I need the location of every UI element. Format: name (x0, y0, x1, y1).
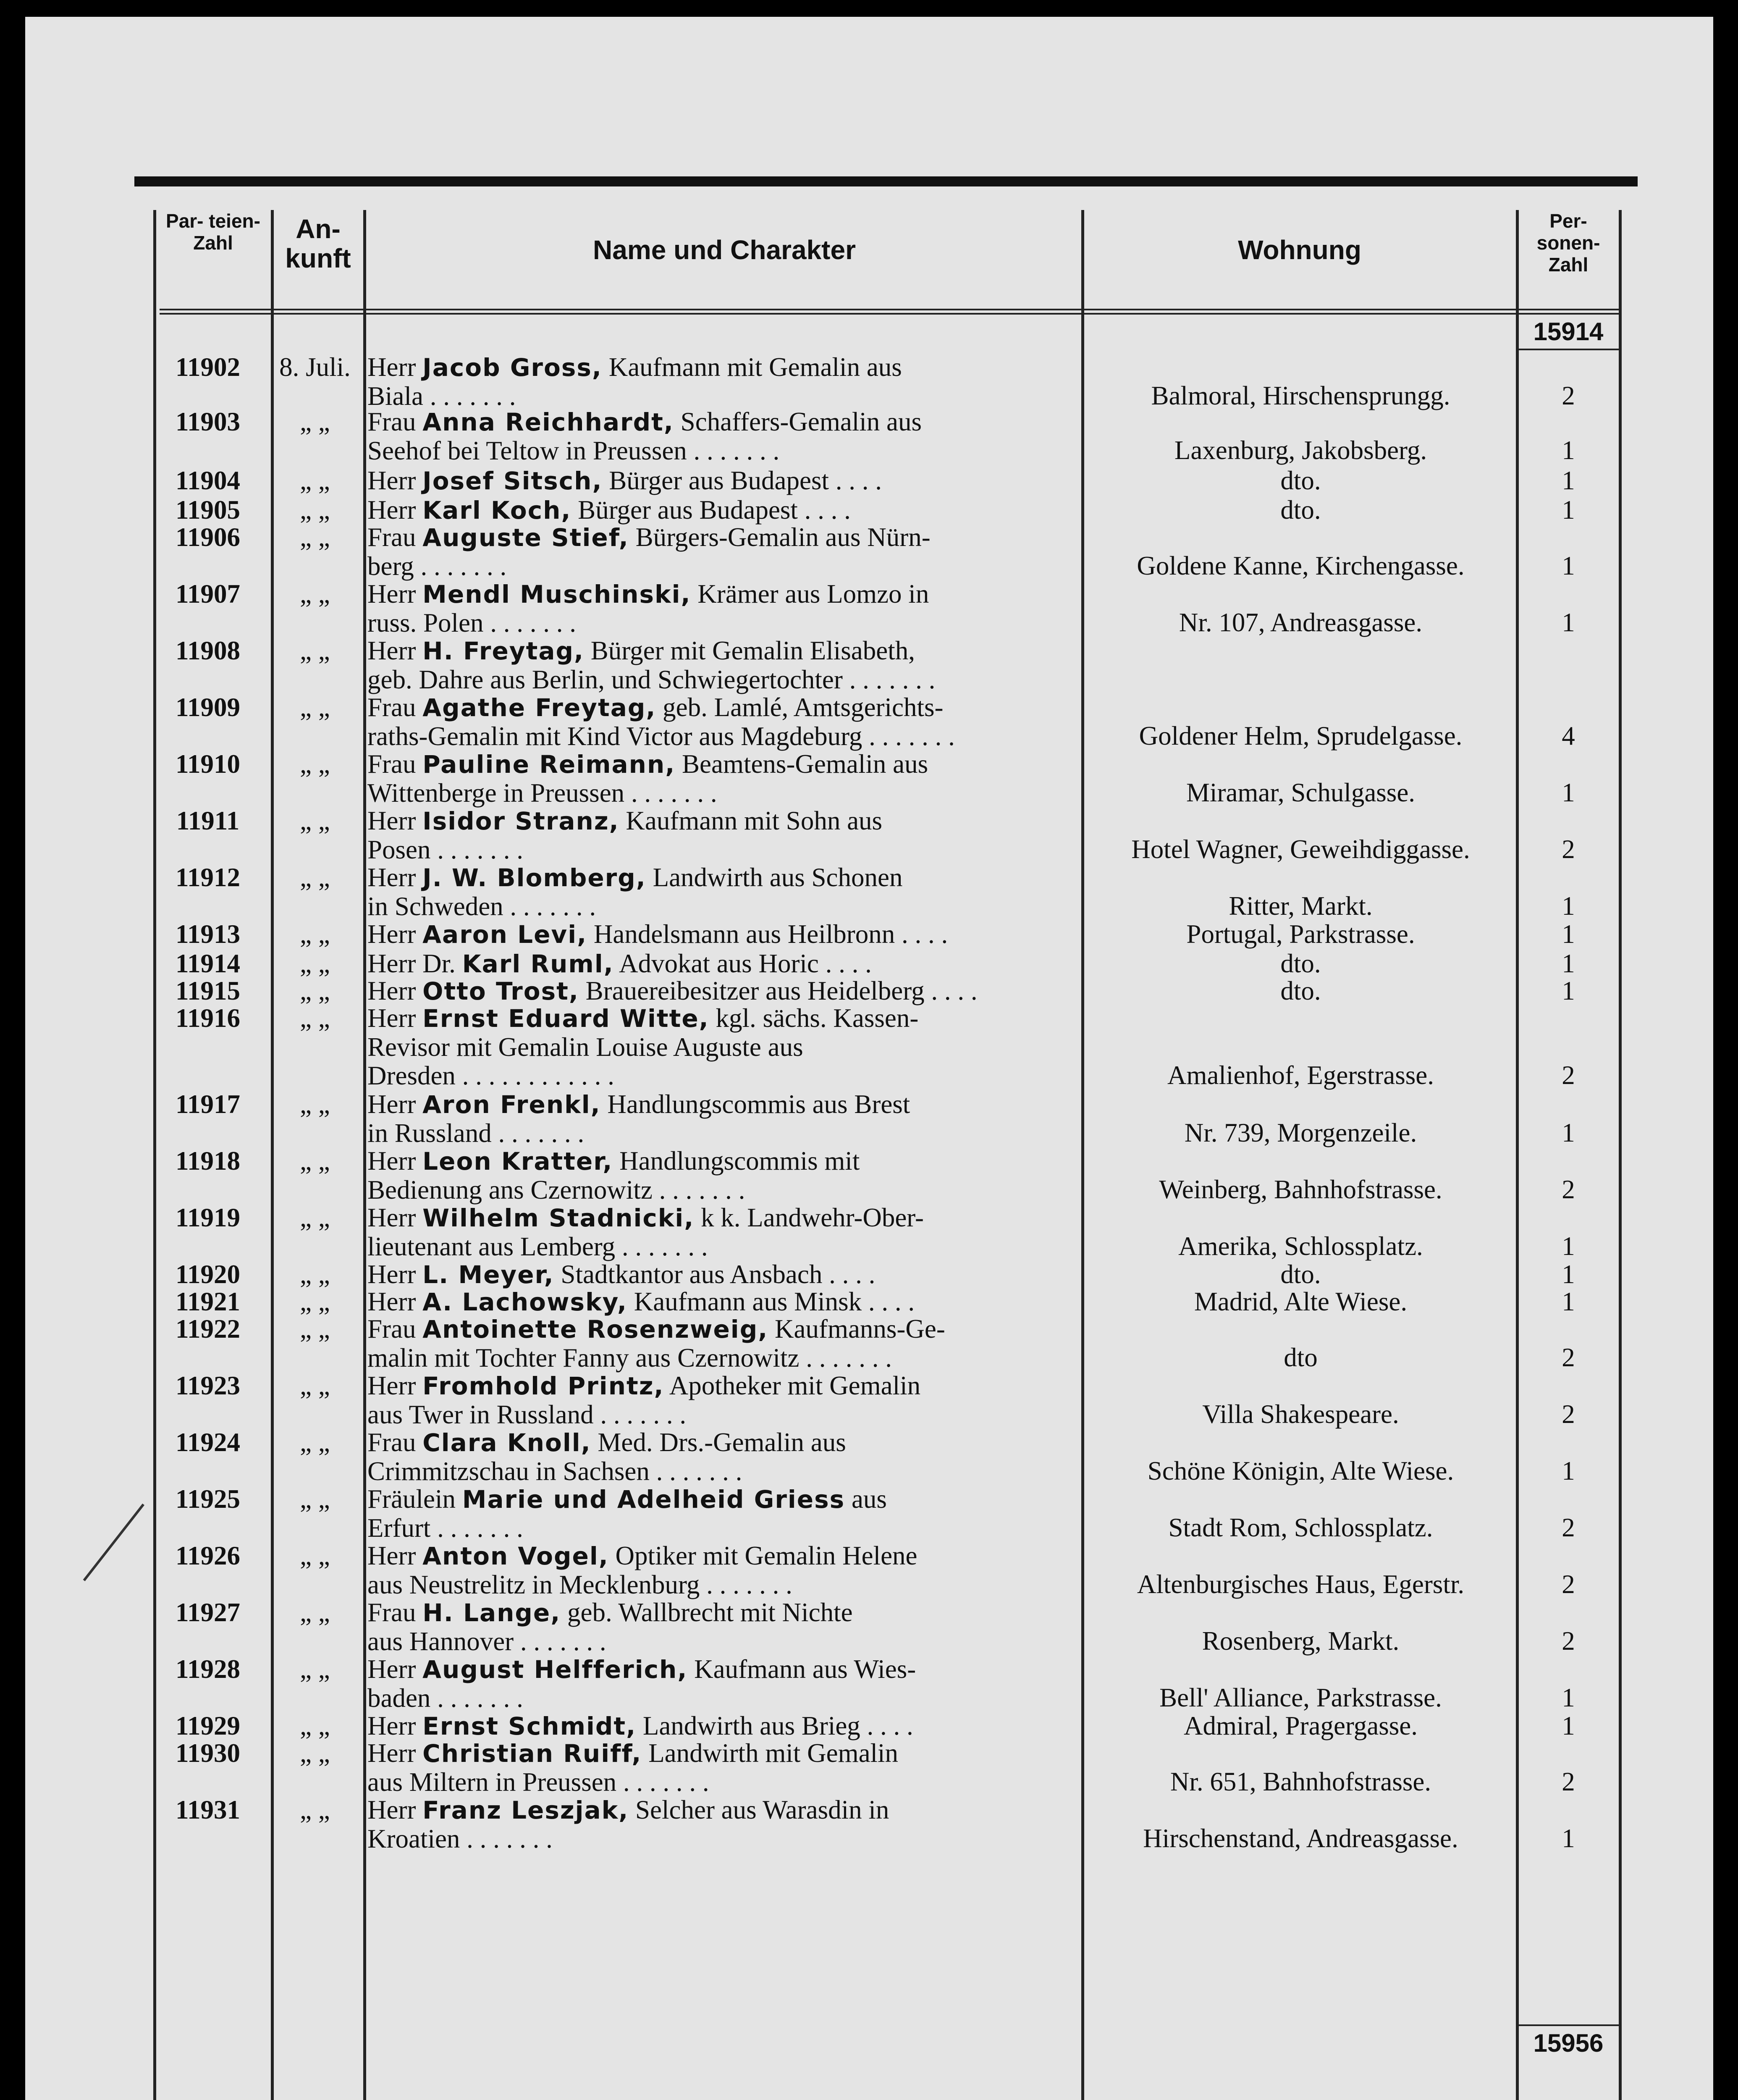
description: Kaufmann mit Sohn aus (619, 806, 883, 835)
party-number: 11925 (175, 1484, 241, 1514)
guest-name: Ernst Schmidt, (422, 1712, 637, 1740)
description: k k. Landwehr-Ober- (694, 1203, 924, 1232)
residence: Stadt Rom, Schlossplatz. (1168, 1513, 1433, 1542)
guest-name: August Helfferich, (422, 1655, 688, 1684)
description: Handlungscommis mit (613, 1146, 860, 1176)
party-number: 11914 (175, 949, 241, 978)
residence: Balmoral, Hirschensprungg. (1151, 381, 1450, 410)
residence: Goldener Helm, Sprudelgasse. (1139, 721, 1463, 751)
total-rule (1518, 349, 1619, 350)
header-arrival: An- kunft (285, 214, 351, 273)
title: Herr (367, 976, 423, 1005)
header-name: Name und Charakter (593, 235, 856, 265)
party-number: 11921 (175, 1287, 241, 1316)
residence: Bell' Alliance, Parkstrasse. (1159, 1683, 1442, 1712)
title: Herr (367, 1287, 423, 1316)
title: Herr (367, 863, 423, 892)
description: Schaffers-Gemalin aus (674, 407, 922, 436)
title: Herr (367, 1795, 423, 1824)
title: Herr (367, 1203, 423, 1232)
party-number: 11907 (175, 579, 241, 609)
party-number: 11917 (175, 1089, 241, 1119)
guest-name: Jacob Gross, (422, 353, 602, 382)
description-continued: Crimmitzschau in Sachsen . . . . . . . (367, 1457, 742, 1486)
arrival-date: „ „ (300, 749, 330, 779)
description: Landwirth mit Gemalin (642, 1738, 899, 1768)
description: Bürger mit Gemalin Elisabeth, (584, 636, 915, 665)
persons-count: 2 (1562, 381, 1575, 410)
guest-name: Agathe Freytag, (422, 693, 656, 722)
name-and-character (367, 750, 1077, 807)
description-continued: raths-Gemalin mit Kind Victor aus Magdeburg . . . . . . . (367, 722, 955, 751)
title: Herr (367, 352, 423, 382)
title: Frau (367, 749, 423, 779)
arrival-date: „ „ (300, 579, 330, 609)
residence: Ritter, Markt. (1229, 891, 1373, 921)
name-and-character (367, 1315, 1077, 1372)
title: Fräulein (367, 1484, 462, 1514)
arrival-date: „ „ (300, 1795, 330, 1824)
residence: dto. (1280, 495, 1321, 525)
arrival-date: „ „ (300, 1738, 330, 1768)
title: Herr (367, 1738, 423, 1768)
name-and-character (367, 1147, 1077, 1204)
arrival-date: „ „ (300, 1371, 330, 1400)
party-number: 11903 (175, 407, 241, 436)
residence: dto. (1280, 466, 1321, 495)
guest-name: Marie und Adelheid Griess (462, 1485, 845, 1514)
title: Frau (367, 1314, 423, 1344)
guest-name: J. W. Blomberg, (422, 864, 646, 892)
guest-name: Fromhold Printz, (422, 1372, 664, 1400)
party-number: 11911 (176, 806, 240, 835)
column-divider (1619, 210, 1622, 2100)
name-and-character (367, 466, 1077, 495)
description: Landwirth aus Brieg . . . . (636, 1711, 913, 1740)
description-continued: aus Twer in Russland . . . . . . . (367, 1400, 687, 1429)
description-continued: Dresden . . . . . . . . . . . . (367, 1061, 614, 1090)
name-and-character (367, 806, 1077, 864)
residence: Nr. 739, Morgenzeile. (1184, 1118, 1417, 1147)
description: Krämer aus Lomzo in (691, 579, 929, 609)
total-rule (1518, 2024, 1619, 2026)
column-divider (1081, 210, 1084, 2100)
pen-stroke (83, 1504, 144, 1581)
residence: Villa Shakespeare. (1202, 1399, 1399, 1429)
residence: Weinberg, Bahnhofstrasse. (1159, 1175, 1442, 1204)
party-number: 11904 (175, 466, 241, 495)
arrival-date: „ „ (300, 1089, 330, 1119)
party-number: 11909 (175, 693, 241, 722)
party-number: 11922 (175, 1314, 241, 1344)
persons-count: 2 (1562, 1513, 1575, 1542)
party-number: 11931 (175, 1795, 241, 1824)
residence: Madrid, Alte Wiese. (1194, 1287, 1408, 1316)
name-and-character (367, 693, 1077, 751)
final-total: 15956 (1533, 2029, 1604, 2057)
persons-count: 1 (1562, 608, 1575, 637)
title: Herr Dr. (367, 949, 462, 978)
description-continued: Kroatien . . . . . . . (367, 1824, 553, 1853)
guest-name: Josef Sitsch, (422, 467, 603, 495)
arrival-date: „ „ (300, 1598, 330, 1627)
party-number: 11910 (175, 749, 241, 779)
arrival-date: „ „ (300, 919, 330, 949)
description-continued: geb. Dahre aus Berlin, und Schwiegertochter . . . . . . . (367, 665, 936, 694)
name-and-character (367, 976, 1077, 1005)
description: Advokat aus Horic . . . . (613, 949, 872, 978)
party-number: 11912 (175, 863, 241, 892)
title: Herr (367, 1089, 423, 1119)
description: Kaufmann aus Minsk . . . . (627, 1287, 915, 1316)
persons-count: 1 (1562, 1231, 1575, 1261)
residence: dto. (1280, 1260, 1321, 1289)
guest-name: Christian Ruiff, (422, 1739, 642, 1768)
residence: dto. (1280, 949, 1321, 978)
residence: Miramar, Schulgasse. (1186, 778, 1416, 807)
name-and-character (367, 1004, 1077, 1090)
arrival-date: 8. Juli. (279, 352, 351, 382)
residence: Amalienhof, Egerstrasse. (1167, 1060, 1434, 1090)
residence: Goldene Kanne, Kirchengasse. (1137, 551, 1465, 580)
persons-count: 1 (1562, 466, 1575, 495)
guest-name: Anna Reichhardt, (422, 408, 674, 436)
name-and-character (367, 920, 1077, 949)
name-and-character (367, 949, 1077, 978)
persons-count: 1 (1562, 1711, 1575, 1740)
guest-name: Franz Leszjak, (422, 1796, 629, 1824)
persons-count: 1 (1562, 436, 1575, 465)
description-continued: in Russland . . . . . . . (367, 1118, 585, 1148)
register-page (25, 17, 1713, 2100)
title: Herr (367, 579, 423, 609)
persons-count: 1 (1562, 919, 1575, 949)
name-and-character (367, 1739, 1077, 1796)
guest-name: Karl Ruml, (462, 950, 614, 978)
title: Herr (367, 1711, 423, 1740)
title: Herr (367, 495, 423, 525)
arrival-date: „ „ (300, 495, 330, 525)
party-number: 11908 (175, 636, 241, 665)
residence: dto (1284, 1343, 1318, 1372)
residence: Hirschenstand, Andreasgasse. (1143, 1824, 1458, 1853)
persons-count: 2 (1562, 1570, 1575, 1599)
description-continued: berg . . . . . . . (367, 551, 507, 581)
title: Herr (367, 636, 423, 665)
party-number: 11923 (175, 1371, 241, 1400)
guest-name: Karl Koch, (422, 496, 571, 525)
party-number: 11902 (175, 352, 241, 382)
arrival-date: „ „ (300, 949, 330, 978)
guest-name: A. Lachowsky, (422, 1288, 627, 1316)
header-party-number: Par- teien- Zahl (166, 210, 260, 254)
persons-count: 1 (1562, 778, 1575, 807)
residence: Rosenberg, Markt. (1202, 1626, 1400, 1656)
name-and-character (367, 1655, 1077, 1712)
description: geb. Wallbrecht mit Nichte (561, 1598, 853, 1627)
description-continued: lieutenant aus Lemberg . . . . . . . (367, 1232, 708, 1261)
arrival-date: „ „ (300, 1654, 330, 1684)
persons-count: 2 (1562, 1343, 1575, 1372)
party-number: 11916 (175, 1003, 241, 1033)
description: Optiker mit Gemalin Helene (608, 1541, 917, 1570)
name-and-character (367, 1203, 1077, 1261)
description: Bürger aus Budapest . . . . (602, 466, 882, 495)
guest-name: Otto Trost, (422, 977, 579, 1005)
arrival-date: „ „ (300, 636, 330, 665)
name-and-character (367, 353, 1077, 410)
name-and-character (367, 1541, 1077, 1599)
description-continued: Seehof bei Teltow in Preussen . . . . . . . (367, 436, 780, 465)
description-continued: Posen . . . . . . . (367, 835, 524, 864)
persons-count: 1 (1562, 1118, 1575, 1147)
title: Herr (367, 1146, 423, 1176)
description: Apotheker mit Gemalin (664, 1371, 921, 1400)
name-and-character (367, 1598, 1077, 1656)
guest-name: Wilhelm Stadnicki, (422, 1204, 695, 1232)
guest-name: Aaron Levi, (422, 920, 587, 949)
description: Bürgers-Gemalin aus Nürn- (629, 522, 931, 552)
description-continued: Biala . . . . . . . (367, 381, 516, 411)
description: kgl. sächs. Kassen- (709, 1003, 919, 1033)
title: Herr (367, 466, 423, 495)
column-divider (1516, 210, 1519, 2100)
name-and-character (367, 1090, 1077, 1147)
description-continued: Wittenberge in Preussen . . . . . . . (367, 778, 717, 808)
description: Brauereibesitzer aus Heidelberg . . . . (579, 976, 978, 1005)
persons-count: 1 (1562, 976, 1575, 1005)
arrival-date: „ „ (300, 1541, 330, 1570)
party-number: 11926 (175, 1541, 241, 1570)
persons-count: 1 (1562, 1287, 1575, 1316)
description-continued: baden . . . . . . . (367, 1683, 523, 1713)
description: aus (845, 1484, 887, 1514)
residence: Hotel Wagner, Geweihdiggasse. (1131, 835, 1470, 864)
guest-name: Antoinette Rosenzweig, (422, 1315, 768, 1344)
description: geb. Lamlé, Amtsgerichts- (656, 693, 944, 722)
arrival-date: „ „ (300, 976, 330, 1005)
residence: Nr. 651, Bahnhofstrasse. (1170, 1767, 1431, 1796)
guest-name: Aron Frenkl, (422, 1090, 601, 1119)
persons-count: 2 (1562, 1626, 1575, 1656)
guest-name: Isidor Stranz, (422, 807, 619, 835)
description: Bürger aus Budapest . . . . (571, 495, 851, 525)
party-number: 11919 (175, 1203, 241, 1232)
persons-count: 1 (1562, 551, 1575, 580)
guest-name: L. Meyer, (422, 1260, 554, 1289)
description: Kaufmann mit Gemalin aus (602, 352, 902, 382)
persons-count: 1 (1562, 1683, 1575, 1712)
party-number: 11915 (175, 976, 241, 1005)
arrival-date: „ „ (300, 466, 330, 495)
residence: Admiral, Pragergasse. (1184, 1711, 1418, 1740)
description-continued: in Schweden . . . . . . . (367, 892, 596, 921)
guest-name: Auguste Stief, (422, 523, 629, 552)
name-and-character (367, 1796, 1077, 1853)
persons-count: 2 (1562, 1767, 1575, 1796)
party-number: 11920 (175, 1260, 241, 1289)
arrival-date: „ „ (300, 806, 330, 835)
arrival-date: „ „ (300, 863, 330, 892)
title: Frau (367, 693, 423, 722)
description: Landwirth aus Schonen (646, 863, 903, 892)
guest-name: Pauline Reimann, (422, 750, 676, 779)
arrival-date: „ „ (300, 1428, 330, 1457)
party-number: 11928 (175, 1654, 241, 1684)
title: Frau (367, 407, 423, 436)
title: Frau (367, 1598, 423, 1627)
title: Herr (367, 1654, 423, 1684)
persons-count: 1 (1562, 1824, 1575, 1853)
persons-count: 1 (1562, 949, 1575, 978)
party-number: 11927 (175, 1598, 241, 1627)
header-rule (160, 313, 1621, 315)
arrival-date: „ „ (300, 407, 330, 436)
party-number: 11906 (175, 522, 241, 552)
residence: dto. (1280, 976, 1321, 1005)
arrival-date: „ „ (300, 1203, 330, 1232)
arrival-date: „ „ (300, 1260, 330, 1289)
top-rule (134, 176, 1638, 186)
title: Herr (367, 806, 423, 835)
name-and-character (367, 1371, 1077, 1429)
title: Herr (367, 1003, 423, 1033)
persons-count: 1 (1562, 1260, 1575, 1289)
description-continued: malin mit Tochter Fanny aus Czernowitz . . . . . . . (367, 1343, 892, 1373)
residence: Portugal, Parkstrasse. (1186, 919, 1415, 949)
arrival-date: „ „ (300, 1314, 330, 1344)
persons-count: 1 (1562, 495, 1575, 525)
persons-count: 2 (1562, 1060, 1575, 1090)
arrival-date: „ „ (300, 1711, 330, 1740)
arrival-date: „ „ (300, 1146, 330, 1176)
arrival-date: „ „ (300, 1287, 330, 1316)
description: Kaufmann aus Wies- (687, 1654, 916, 1684)
column-divider (363, 210, 366, 2100)
residence: Altenburgisches Haus, Egerstr. (1137, 1570, 1465, 1599)
description-continued: aus Hannover . . . . . . . (367, 1627, 606, 1656)
guest-name: Leon Kratter, (422, 1147, 613, 1176)
persons-count: 1 (1562, 1456, 1575, 1486)
description: Beamtens-Gemalin aus (675, 749, 928, 779)
party-number: 11930 (175, 1738, 241, 1768)
header-rule (160, 309, 1621, 310)
guest-name: H. Freytag, (422, 637, 585, 665)
description: Handelsmann aus Heilbronn . . . . (587, 919, 948, 949)
description: Med. Drs.-Gemalin aus (591, 1428, 846, 1457)
description-continued: russ. Polen . . . . . . . (367, 608, 577, 638)
persons-count: 2 (1562, 835, 1575, 864)
arrival-date: „ „ (300, 1003, 330, 1033)
title: Frau (367, 522, 423, 552)
residence: Laxenburg, Jakobsberg. (1174, 436, 1427, 465)
guest-name: Ernst Eduard Witte, (422, 1004, 709, 1033)
description-continued: Bedienung ans Czernowitz . . . . . . . (367, 1175, 745, 1205)
arrival-date: „ „ (300, 693, 330, 722)
arrival-date: „ „ (300, 1484, 330, 1514)
guest-name: Anton Vogel, (422, 1542, 609, 1570)
header-persons: Per- sonen- Zahl (1536, 210, 1600, 276)
name-and-character (367, 523, 1077, 580)
description-continued: Erfurt . . . . . . . (367, 1513, 523, 1543)
party-number: 11918 (175, 1146, 241, 1176)
title: Herr (367, 1541, 423, 1570)
party-number: 11913 (175, 919, 241, 949)
description: Handlungscommis aus Brest (600, 1089, 910, 1119)
arrival-date: „ „ (300, 522, 330, 552)
residence: Schöne Königin, Alte Wiese. (1147, 1456, 1454, 1486)
title: Herr (367, 1371, 423, 1400)
description-continued: aus Miltern in Preussen . . . . . . . (367, 1767, 709, 1797)
description: Selcher aus Warasdin in (629, 1795, 889, 1824)
guest-name: H. Lange, (422, 1599, 561, 1627)
name-and-character (367, 407, 1077, 465)
name-and-character (367, 580, 1077, 637)
guest-name: Clara Knoll, (422, 1428, 591, 1457)
description-continued: Revisor mit Gemalin Louise Auguste aus (367, 1032, 803, 1062)
party-number: 11905 (175, 495, 241, 525)
title: Herr (367, 1260, 423, 1289)
description-continued: aus Neustrelitz in Mecklenburg . . . . . . . (367, 1570, 792, 1599)
title: Herr (367, 919, 423, 949)
header-residence: Wohnung (1238, 235, 1361, 265)
description: Stadtkantor aus Ansbach . . . . (554, 1260, 876, 1289)
residence: Amerika, Schlossplatz. (1178, 1231, 1423, 1261)
party-number: 11929 (175, 1711, 241, 1740)
party-number: 11924 (175, 1428, 241, 1457)
persons-count: 4 (1562, 721, 1575, 751)
name-and-character (367, 863, 1077, 921)
carried-total: 15914 (1533, 318, 1604, 346)
residence: Nr. 107, Andreasgasse. (1179, 608, 1423, 637)
persons-count: 1 (1562, 891, 1575, 921)
persons-count: 2 (1562, 1399, 1575, 1429)
name-and-character (367, 636, 1077, 694)
name-and-character (367, 1260, 1077, 1289)
title: Frau (367, 1428, 423, 1457)
guest-name: Mendl Muschinski, (422, 580, 691, 609)
name-and-character (367, 1287, 1077, 1316)
name-and-character (367, 1712, 1077, 1740)
name-and-character (367, 1485, 1077, 1542)
name-and-character (367, 496, 1077, 525)
description: Kaufmanns-Ge- (768, 1314, 945, 1344)
persons-count: 2 (1562, 1175, 1575, 1204)
name-and-character (367, 1428, 1077, 1486)
